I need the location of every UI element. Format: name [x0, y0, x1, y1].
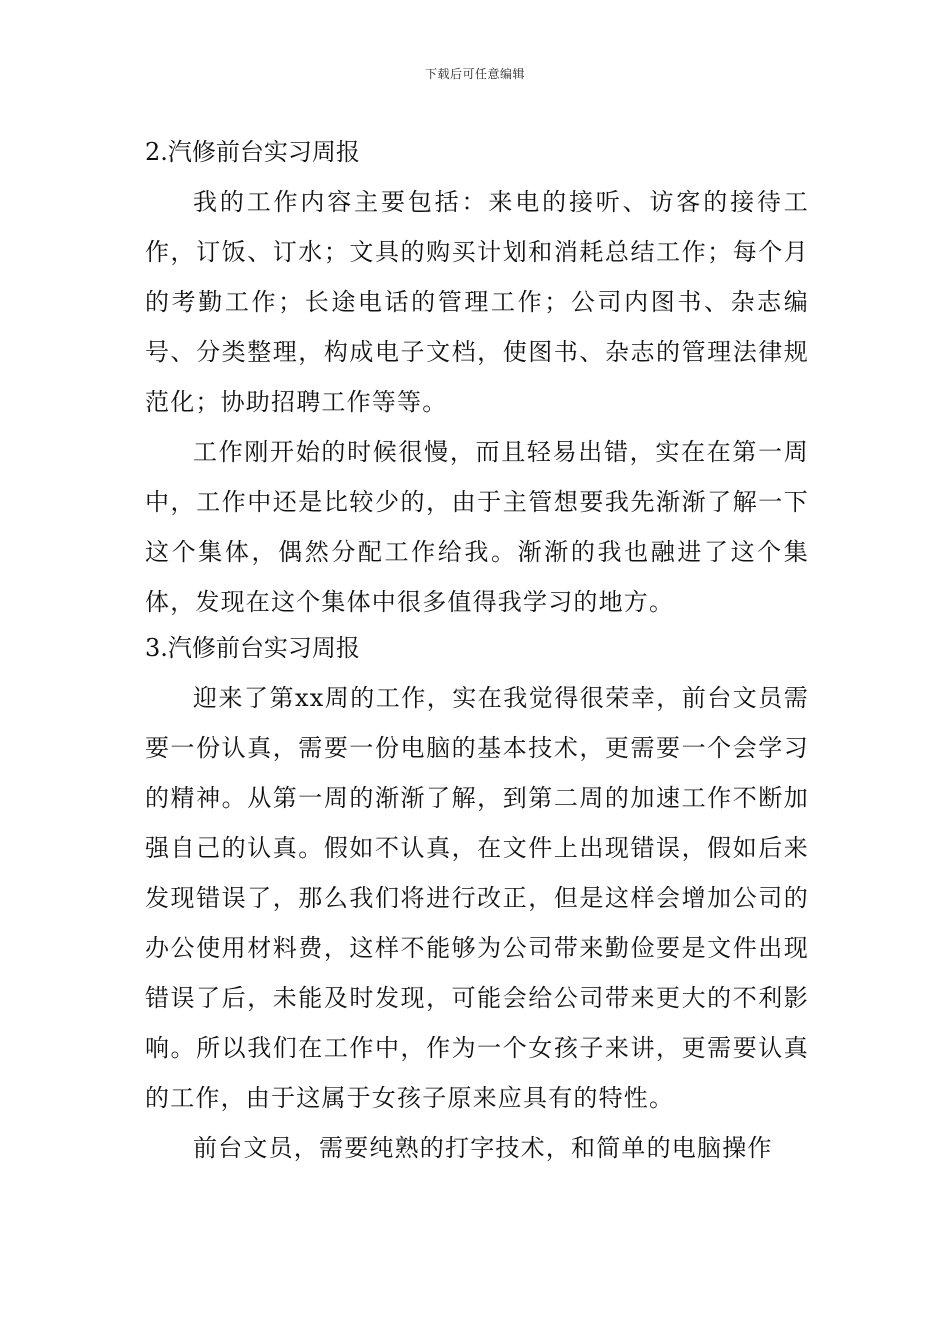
paragraph: 迎来了第xx周的工作，实在我觉得很荣幸，前台文员需要一份认真，需要一份电脑的基本技术，更需要一个会学习的精神。从第一周的渐渐了解，到第二周的加速工作不断加强自己的认真。假如不认真，在文件上出现错误，假如后来发现错误了，那么我们将进行改正，但是这样会增加公司的办公使用材料费，这样不能够为公司带来勤俭要是文件出现错误了后，未能及时发现，可能会给公司带来更大的不利影响。所以我们在工作中，作为一个女孩子来讲，更需要认真的工作，由于这属于女孩子原来应具有的特性。: [145, 684, 809, 1112]
paragraph: 我的工作内容主要包括：来电的接听、访客的接待工作，订饭、订水；文具的购买计划和消耗总结工作；每个月的考勤工作；长途电话的管理工作；公司内图书、杂志编号、分类整理，构成电子文档，使图书、杂志的管理法律规范化；协助招聘工作等等。: [145, 188, 809, 416]
section-heading: 2.汽修前台实习周报: [145, 138, 360, 166]
section-2: [145, 127, 809, 627]
document-body: [145, 127, 809, 1173]
section-3: [145, 623, 809, 1173]
paragraph: 前台文员，需要纯熟的打字技术，和简单的电脑操作: [193, 1134, 773, 1162]
header-note: 下载后可任意编辑: [424, 67, 525, 81]
paragraph: 工作刚开始的时候很慢，而且轻易出错，实在在第一周中，工作中还是比较少的，由于主管想要我先渐渐了解一下这个集体，偶然分配工作给我。渐渐的我也融进了这个集体，发现在这个集体中很多值得我学习的地方。: [145, 438, 809, 616]
section-heading: 3.汽修前台实习周报: [145, 634, 360, 662]
